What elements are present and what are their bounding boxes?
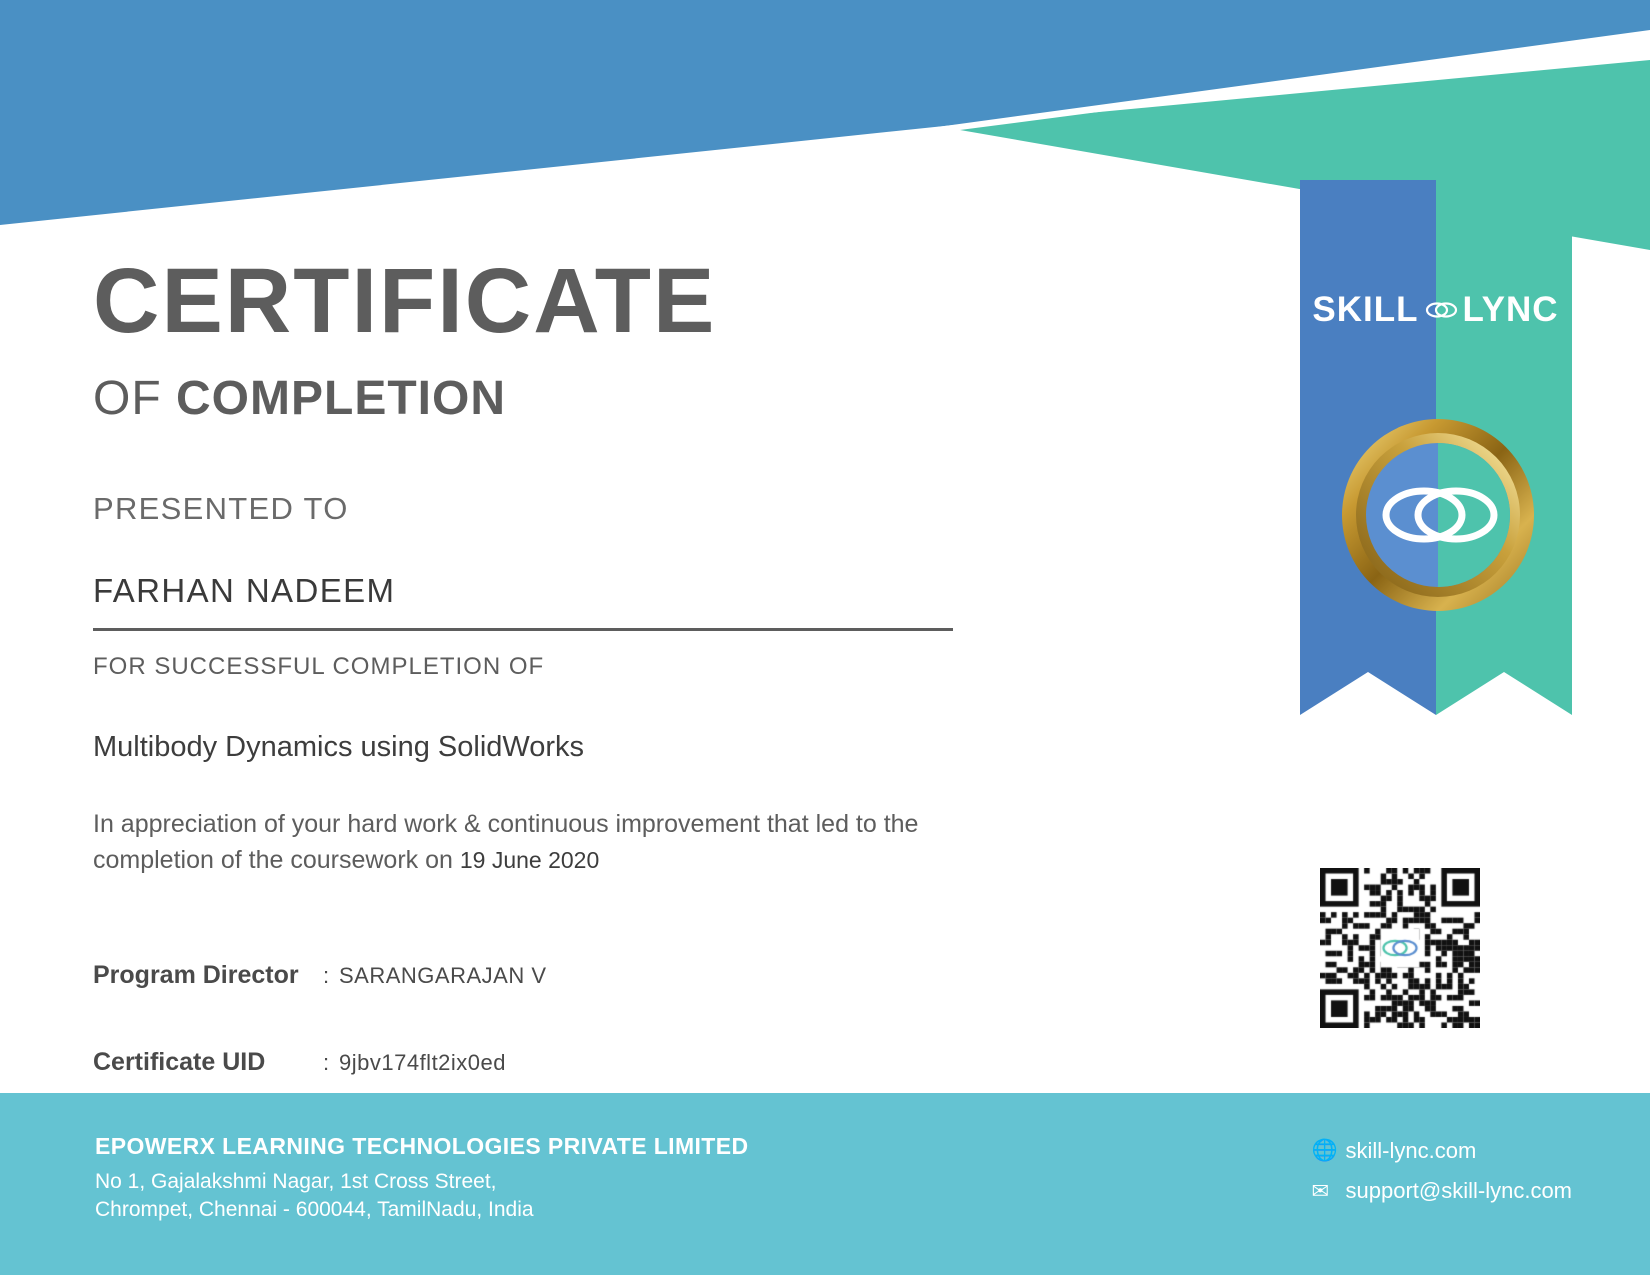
name-underline bbox=[93, 628, 953, 631]
email-text: support@skill-lync.com bbox=[1345, 1178, 1572, 1203]
recipient-name: FARHAN NADEEM bbox=[93, 572, 396, 609]
website-text: skill-lync.com bbox=[1345, 1138, 1477, 1163]
presented-to-label: PRESENTED TO bbox=[93, 491, 349, 526]
website-row[interactable] bbox=[1312, 1138, 1573, 1164]
footer-company-block bbox=[95, 1133, 749, 1225]
medal-seal-icon bbox=[1338, 415, 1538, 615]
brand-logo bbox=[1303, 280, 1568, 340]
appreciation-sentence: In appreciation of your hard work & continuous improvement that led to the completion of the coursework on bbox=[93, 810, 919, 875]
appreciation-text bbox=[93, 806, 973, 879]
certificate-uid-label: Certificate UID bbox=[93, 1047, 266, 1076]
globe-icon: 🌐 bbox=[1311, 1139, 1338, 1162]
subtitle-completion: COMPLETION bbox=[176, 372, 506, 425]
program-director-label: Program Director bbox=[93, 960, 299, 989]
program-director-value: SARANGARAJAN V bbox=[339, 962, 547, 988]
course-name: Multibody Dynamics using SolidWorks bbox=[93, 731, 585, 763]
company-name: EPOWERX LEARNING TECHNOLOGIES PRIVATE LIMITED bbox=[95, 1133, 749, 1159]
for-completion-label: FOR SUCCESSFUL COMPLETION OF bbox=[93, 653, 545, 680]
certificate-subtitle bbox=[93, 372, 1193, 425]
certificate-body bbox=[93, 250, 1193, 1135]
company-address-line1: No 1, Gajalakshmi Nagar, 1st Cross Street, bbox=[95, 1170, 497, 1193]
program-director-separator: : bbox=[323, 962, 330, 988]
logo-text-lync: LYNC bbox=[1462, 290, 1559, 329]
certificate-uid-value: 9jbv174flt2ix0ed bbox=[339, 1049, 507, 1075]
footer-contact-block bbox=[1312, 1138, 1573, 1218]
logo-text-skill: SKILL bbox=[1312, 290, 1419, 329]
email-row[interactable] bbox=[1312, 1178, 1573, 1204]
envelope-icon: ✉ bbox=[1311, 1179, 1330, 1203]
footer-bar bbox=[0, 1093, 1650, 1275]
certificate-meta bbox=[93, 961, 1193, 1077]
certificate-uid-row bbox=[93, 1048, 1193, 1077]
link-chain-icon bbox=[1424, 298, 1458, 322]
completion-date: 19 June 2020 bbox=[459, 847, 600, 874]
certificate-uid-separator: : bbox=[323, 1049, 330, 1075]
page-title: CERTIFICATE bbox=[93, 250, 717, 352]
qr-code[interactable] bbox=[1320, 868, 1480, 1028]
company-address-line2: Chrompet, Chennai - 600044, TamilNadu, India bbox=[95, 1198, 534, 1222]
subtitle-of: OF bbox=[93, 372, 162, 425]
program-director-row bbox=[93, 961, 1193, 990]
